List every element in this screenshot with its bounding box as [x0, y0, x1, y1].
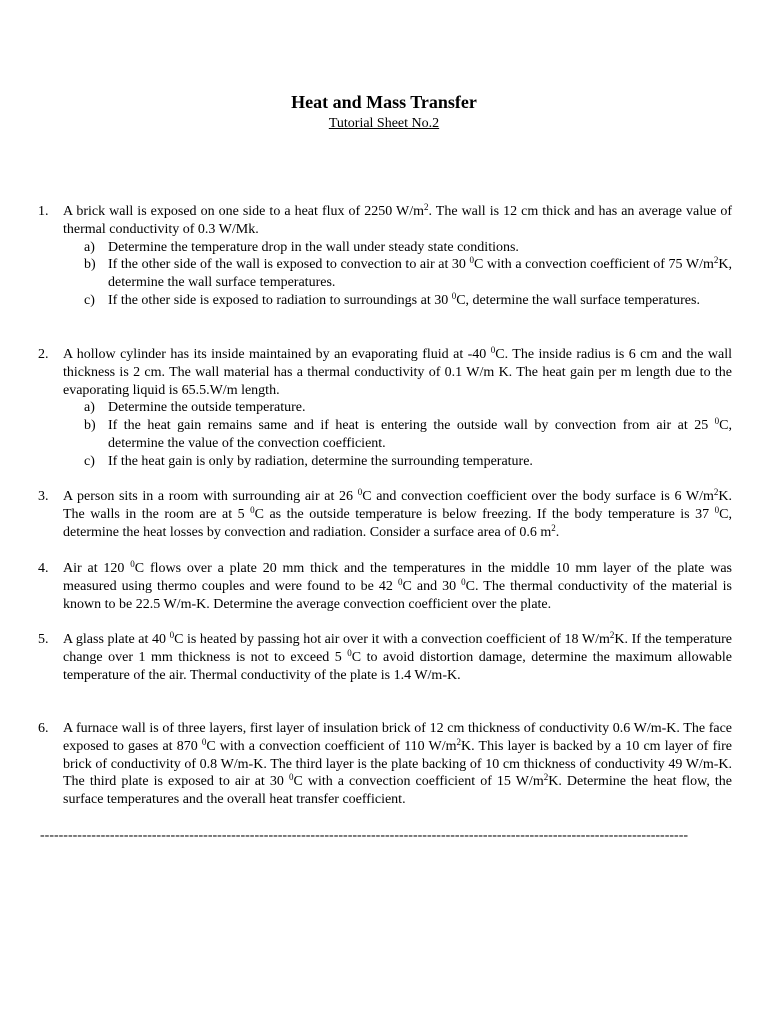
superscript: 2 [713, 255, 719, 266]
sub-question [84, 256, 732, 292]
question-6 [38, 720, 732, 809]
superscript: 0 [130, 559, 135, 569]
question-3 [38, 488, 732, 541]
question-number: 1. [38, 204, 49, 219]
superscript: 2 [543, 772, 549, 783]
superscript: 0 [714, 504, 720, 515]
superscript: 2 [713, 487, 719, 497]
sub-question-label: a) [84, 239, 95, 255]
sub-question-text: If the heat gain is only by radiation, determine the surrounding temperature. [108, 453, 533, 469]
sub-question-text: If the other side of the wall is exposed to convection to air at 30 $^0$C with a convection coefficient of 75 $W/m^2K$, determine the wall surface temperatures. [108, 255, 732, 291]
superscript: 0 [357, 487, 363, 497]
superscript: 2 [424, 202, 429, 212]
superscript: 0 [714, 416, 720, 427]
sub-question-list [38, 399, 732, 470]
superscript: 2 [456, 736, 462, 747]
superscript: 0 [397, 576, 403, 587]
question-text: A person sits in a room with surrounding air at 26 $^0$C and convection coefficient over the body surface is 6 $W/m^2K$. The walls in the room are at 5 $^0$C as the outside temperature is below freezing. If the body temperature is 37 $^0$C, determine the heat losses by convection and radiation. Consider a surface area of 0.6 $m^2$. [63, 487, 732, 540]
sub-question-text: If the heat gain remains same and if heat is entering the outside wall by convection from air at 25 $^0$C, determine the value of the convection coefficient. [108, 416, 732, 451]
question-text: A hollow cylinder has its inside maintained by an evaporating fluid at -40 $^0$C. The inside radius is 6 cm and the wall thickness is 2 cm. The wall material has a thermal conductivity of 0.1 W/m K. The heat gain per m length due to the evaporating liquid is 65.5.W/m length. [63, 345, 732, 398]
sub-question-label: b) [84, 418, 96, 434]
question-1 [38, 203, 732, 310]
superscript: 2 [551, 522, 556, 533]
sub-question-label: b) [84, 257, 96, 273]
question-2 [38, 346, 732, 471]
sub-question-text: Determine the temperature drop in the wall under steady state conditions. [108, 239, 519, 255]
superscript: 0 [169, 630, 175, 640]
sub-question-list [38, 239, 732, 310]
superscript: 0 [469, 255, 474, 266]
sub-question-text: Determine the outside temperature. [108, 400, 306, 416]
question-text: A furnace wall is of three layers, first layer of insulation brick of 12 cm thickness of conductivity 0.6 W/m-K. The face exposed to gases at 870 $^0$C with a convection coefficient of 110 $W/m^2K$. This layer is backed by a 10 cm layer of fire brick of conductivity of 0.8 W/m-K. The third layer is the plate backing of 10 cm thickness of conductivity 49 W/m-K. The third plate is exposed to air at 30 $^0$C with a convection coefficient of 15 $W/m^2K$. Determine the heat flow, the surface temperatures and the overall heat transfer coefficient. [63, 721, 733, 808]
sub-question [84, 292, 732, 310]
question-number: 6. [38, 721, 49, 736]
sub-question [84, 399, 732, 417]
sub-question [84, 453, 732, 471]
document-subtitle: Tutorial Sheet No.2 [328, 116, 440, 131]
question-5 [38, 631, 732, 684]
superscript: 0 [347, 647, 352, 658]
superscript: 0 [451, 290, 457, 301]
question-text: A brick wall is exposed on one side to a heat flux of 2250 $W/m^2$. The wall is 12 cm thick and has an average value of thermal conductivity of 0.3 W/Mk. [63, 202, 733, 237]
question-text: A glass plate at 40 $^0$C is heated by passing hot air over it with a convection coefficient of 18 $W/m^2K$. If the temperature change over 1 mm thickness is not to exceed 5 $^0$C to avoid distortion damage, determine the maximum allowable temperature of the air. Thermal conductivity of the plate is 1.4 W/m-K. [63, 630, 733, 683]
question-number: 3. [38, 489, 49, 504]
end-separator-line: ------------------------------------------------------------------------------------------------------------------------------------------- [40, 828, 689, 843]
sub-question-label: a) [84, 400, 95, 416]
sub-question [84, 417, 732, 453]
sub-question-text: If the other side is exposed to radiation to surroundings at 30 $^0$C, determine the wall surface temperatures. [108, 290, 700, 308]
question-text: Air at 120 $^0$C flows over a plate 20 mm thick and the temperatures in the middle 10 mm layer of the plate was measured using thermo couples and were found to be 42 $^0$C and 30 $^0$C. The thermal conductivity of the material is known to be 22.5 W/m-K. Determine the average convection coefficient over the plate. [63, 559, 733, 612]
sub-question [84, 239, 732, 257]
sub-question-label: c) [84, 453, 95, 469]
sub-question-label: c) [84, 292, 95, 308]
superscript: 2 [609, 630, 615, 640]
superscript: 0 [250, 504, 255, 515]
superscript: 0 [461, 576, 466, 587]
question-4 [38, 560, 732, 613]
superscript: 0 [490, 345, 496, 355]
superscript: 0 [201, 736, 207, 747]
question-number: 2. [38, 347, 49, 362]
superscript: 0 [288, 772, 294, 783]
question-number: 5. [38, 632, 49, 647]
document-title: Heat and Mass Transfer [291, 92, 477, 112]
question-number: 4. [38, 561, 49, 576]
